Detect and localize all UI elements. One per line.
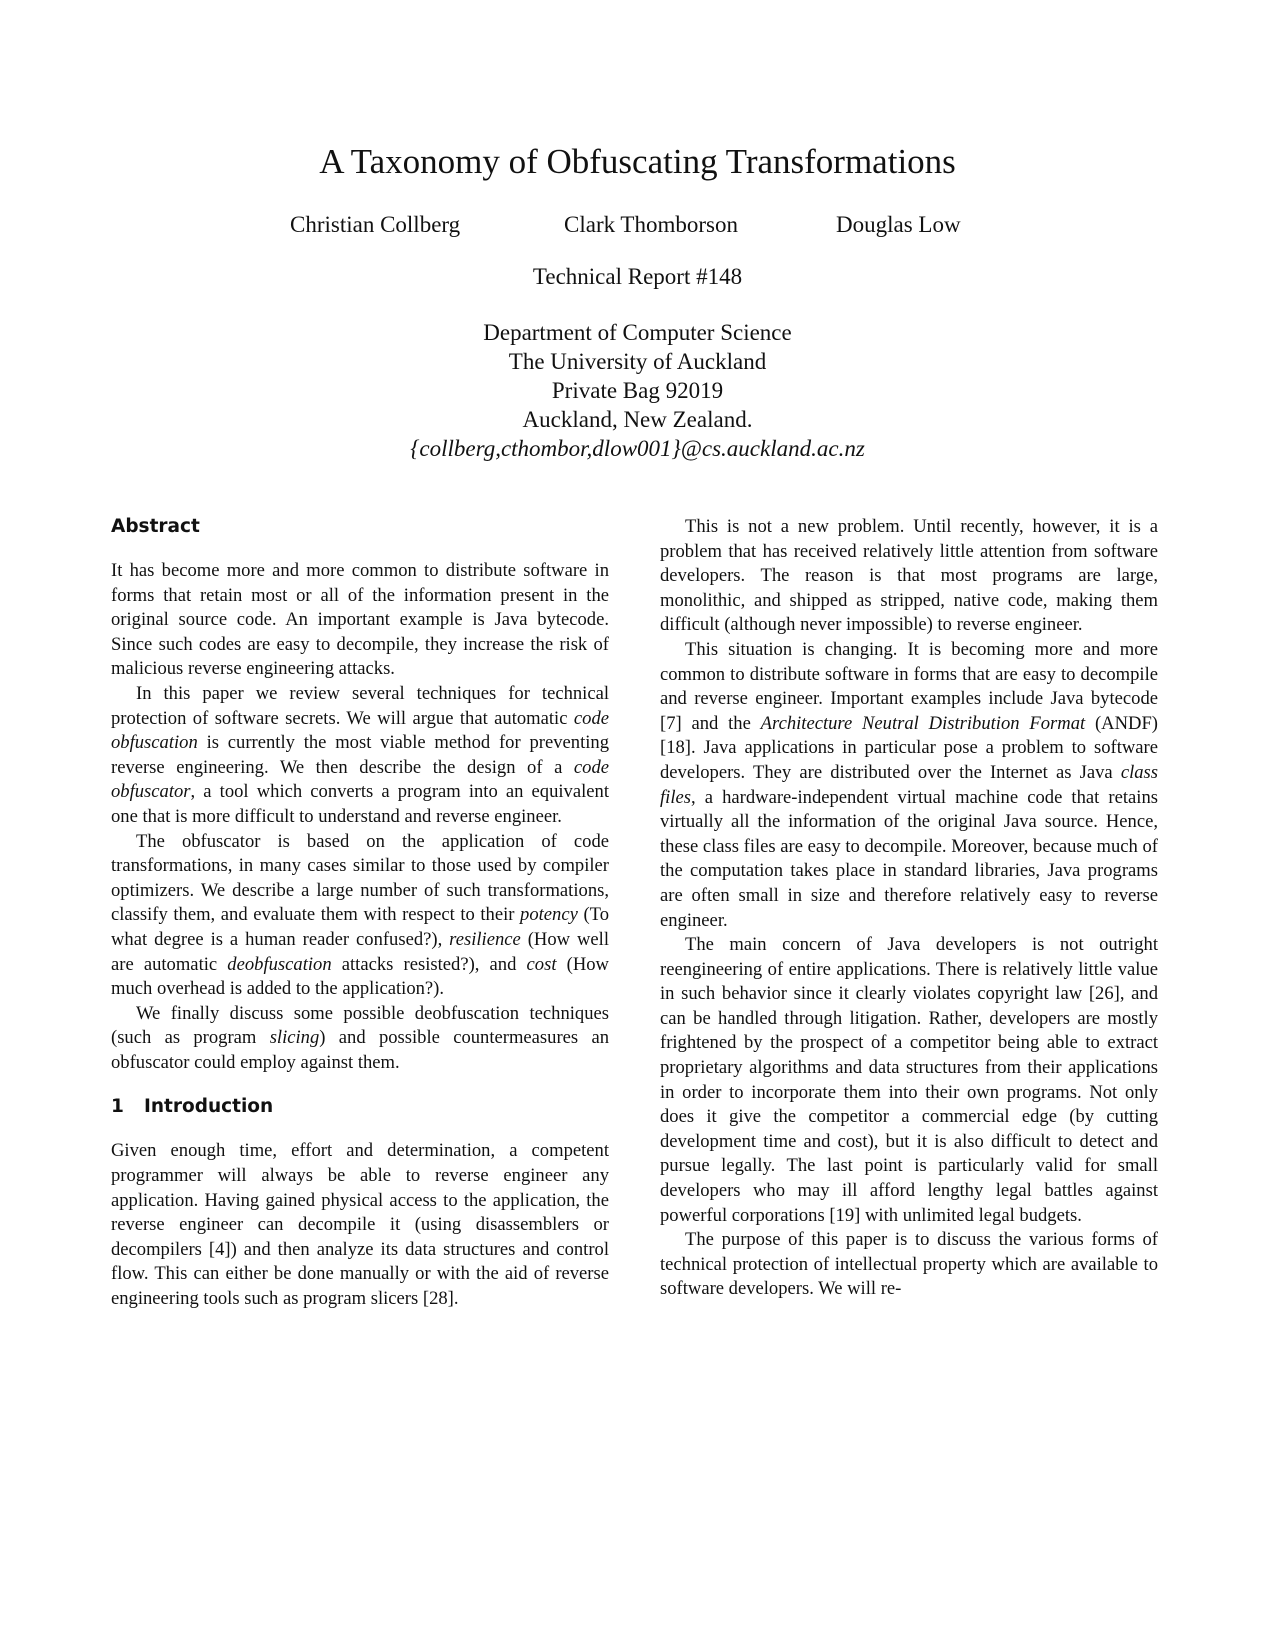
text-run: ) and possible countermeasures an obfuscator could employ against them. [111,1027,609,1073]
abstract-paragraph [111,830,609,1002]
text-run: In this paper we review several techniques for technical protection of software secrets. We will argue that automatic [111,682,609,729]
emphasis: code obfuscator [111,756,609,803]
report-number: Technical Report #148 [532,264,743,289]
affiliation-block [0,318,1275,463]
author-name: Christian Collberg [290,212,461,237]
paper-title: A Taxonomy of Obfuscating Transformations [319,142,956,181]
email-domain: @cs.auckland.ac.nz [680,436,865,461]
text-run: (How well are automatic [111,928,609,975]
emphasis: deobfuscation [227,953,332,975]
abstract-paragraph [111,1002,609,1076]
text-run: , a tool which converts a program into an equivalent one that is more difficult to understand and reverse engineer. [111,781,609,827]
body-paragraph [660,638,1158,933]
text-run: The obfuscator is based on the application of code transformations, in many cases similar to those used by compiler optimizers. We describe a large number of such transformations, classify them, and evaluate them with respect to their [111,830,609,926]
left-column [111,515,609,1312]
text-run: (How much overhead is added to the application?). [111,953,609,1000]
right-column [660,515,1158,1302]
email-line [0,434,1275,463]
emphasis: cost [526,953,557,975]
text-run: is currently the most viable method for preventing reverse engineering. We then describe the design of a [111,732,609,778]
text-run: (ANDF) [18]. Java applications in particular pose a problem to software developers. They are distributed over the Internet as Java [660,712,1158,783]
email-users: {collberg,cthombor,dlow001} [410,436,681,461]
author-list [0,212,1275,244]
emphasis: code obfuscation [111,707,609,754]
author-name: Douglas Low [836,212,961,237]
text-run: (To what degree is a human reader confused?), [111,904,610,950]
section-number: 1 [111,1096,124,1118]
emphasis: potency [520,904,578,926]
emphasis: Architecture Neutral Distribution Format [760,712,1086,734]
body-paragraph: Given enough time, effort and determination, a competent programmer will always be able to reverse engineer any application. Having gained physical access to the application, the reverse engineer can decompile it (using disassemblers or decompilers [4]) and then analyze its data structures and control flow. This can either be done manually or with the aid of reverse engineering tools such as program slicers [28]. [111,1140,609,1310]
university-line: The University of Auckland [508,349,767,374]
emphasis: slicing [269,1027,320,1049]
body-paragraph: The main concern of Java developers is not outright reengineering of entire applications. There is relatively little value in such behavior since it clearly violates copyright law [26], and can be handled through litigation. Rather, developers are mostly frightened by the prospect of a competitor being able to extract proprietary algorithms and data structures from their applications in order to incorporate them into their own programs. Not only does it give the competitor a commercial edge (by cutting development time and cost), but it is also difficult to detect and pursue legally. The last point is particularly valid for small developers who may ill afford lengthy legal battles against powerful corporations [19] with unlimited legal budgets. [660,934,1158,1226]
text-run: We finally discuss some possible deobfuscation techniques (such as program [111,1002,609,1049]
department-line: Department of Computer Science [483,320,792,345]
section-title: Introduction [144,1096,274,1118]
text-run: attacks resisted?), and [331,953,527,975]
author-name: Clark Thomborson [564,212,738,237]
abstract-paragraph: It has become more and more common to distribute software in forms that retain most or all of the information present in the original source code. An important example is Java bytecode. Since such codes are easy to decompile, they increase the risk of malicious reverse engineering attacks. [111,560,609,680]
body-paragraph: This is not a new problem. Until recently, however, it is a problem that has received relatively little attention from software developers. The reason is that most programs are large, monolithic, and shipped as stripped, native code, making them difficult (although never impossible) to reverse engineer. [660,516,1158,636]
body-paragraph: The purpose of this paper is to discuss the various forms of technical protection of intellectual property which are available to software developers. We will re- [660,1229,1158,1300]
postal-line: Private Bag 92019 [551,378,724,403]
text-run: This situation is changing. It is becoming more and more common to distribute software in forms that are easy to decompile and reverse engineer. Important examples include Java bytecode [7] and the [660,638,1158,734]
text-run: , a hardware-independent virtual machine code that retains virtually all the information of the original Java source. Hence, these class files are easy to decompile. Moreover, because much of the computation takes place in standard libraries, Java programs are often small in size and therefore relatively easy to reverse engineer. [660,786,1158,931]
introduction-heading [111,1095,609,1119]
emphasis: resilience [449,928,521,950]
emphasis: class files [660,761,1158,808]
abstract-paragraph [111,682,609,830]
abstract-heading: Abstract [111,516,200,537]
city-line: Auckland, New Zealand. [522,407,753,432]
